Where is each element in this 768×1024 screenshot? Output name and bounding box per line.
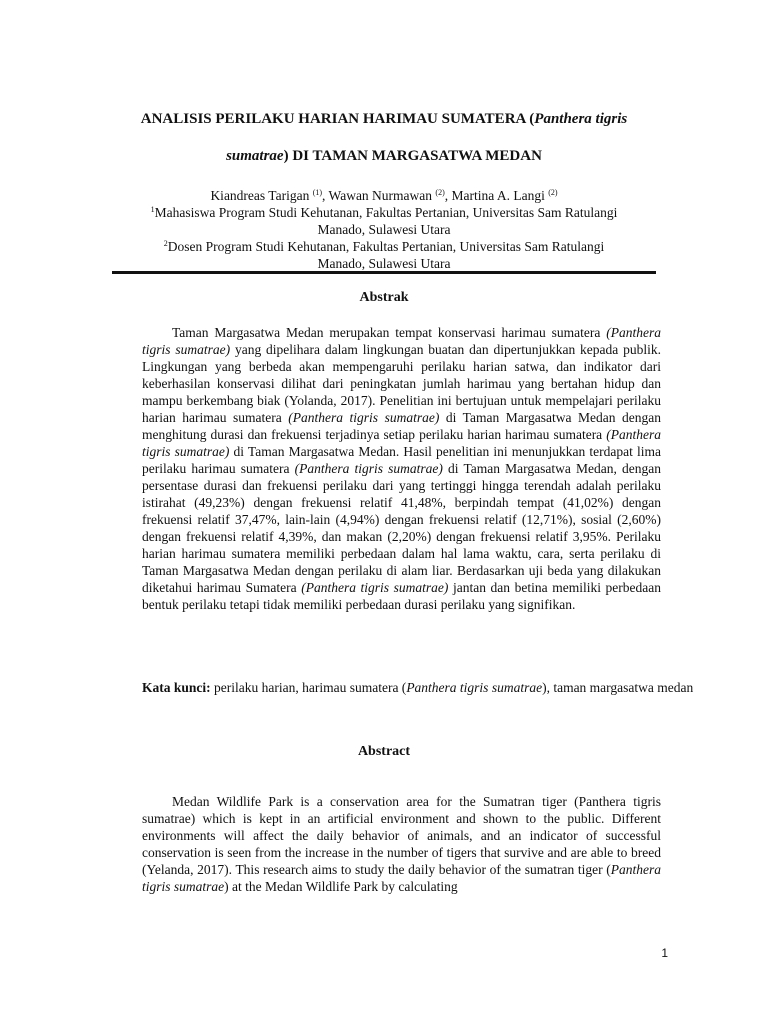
title-species-italic-2: sumatrae <box>226 148 284 164</box>
paper-title-line-2: sumatrae) DI TAMAN MARGASATWA MEDAN <box>226 148 542 164</box>
abstrak-heading: Abstrak <box>359 290 409 305</box>
paper-title-line-1: ANALISIS PERILAKU HARIAN HARIMAU SUMATERA (Panthera tigris <box>140 111 628 127</box>
keywords-label: Kata kunci: <box>142 680 211 695</box>
author-names: Kiandreas Tarigan $^{(1)}$, Wawan Nurmawan $^{(2)}$, Martina A. Langi $^{(2)}$ <box>210 188 558 203</box>
author-block <box>112 187 656 272</box>
keywords: Kata kunci: perilaku harian, harimau sumatera (Panthera tigris sumatrae), taman margasatwa medan <box>142 680 694 695</box>
page-number: 1 <box>661 946 668 960</box>
abstract-body: Medan Wildlife Park is a conservation area for the Sumatran tiger (Panthera tigris sumatrae) which is kept in an artificial environment and shown to the public. Different environments will affect the daily behavior of animals, and an indicator of successful conservation is seen from the increase in the number of tigers that survive and are able to breed (Yelanda, 2017). This research aims to study the daily behavior of the sumatran tiger (Panthera tigris sumatrae) at the Medan Wildlife Park by calculating <box>142 794 661 894</box>
affiliation-2-location: Manado, Sulawesi Utara <box>317 256 451 271</box>
affiliation-1-location: Manado, Sulawesi Utara <box>317 222 451 237</box>
affiliation-1: $^1$Mahasiswa Program Studi Kehutanan, Fakultas Pertanian, Universitas Sam Ratulangi <box>150 205 618 220</box>
header-divider <box>112 271 656 274</box>
title-species-italic: Panthera tigris <box>534 111 628 127</box>
abstrak-body: Taman Margasatwa Medan merupakan tempat konservasi harimau sumatera (Panthera tigris sumatrae) yang dipelihara dalam lingkungan buatan dan dipertunjukkan kepada publik. Lingkungan yang berbeda akan mempengaruhi perilaku harian satwa, dan indikator dari keberhasilan konservasi dilihat dari peningkatan jumlah harimau yang bertahan hidup dan mampu berkembang biak (Yolanda, 2017). Penelitian ini bertujuan untuk mempelajari perilaku harian harimau sumatera (Panthera tigris sumatrae) di Taman Margasatwa Medan dengan menghitung durasi dan frekuensi terjadinya setiap perilaku harian harimau sumatera (Panthera tigris sumatrae) di Taman Margasatwa Medan. Hasil penelitian ini menunjukkan terdapat lima perilaku harimau sumatera (Panthera tigris sumatrae) di Taman Margasatwa Medan, dengan persentase durasi dan frekuensi perilaku dari yang tertinggi hingga terendah adalah perilaku istirahat (49,23%) dengan frekuensi relatif 41,48%, berpindah tempat (41,02%) dengan frekuensi relatif 37,47%, lain-lain (4,94%) dengan frekuensi relatif (12,71%), sosial (2,60%) dengan frekuensi relatif 4,39%, dan makan (2,20%) dengan frekuensi relatif 3,95%. Perilaku harian harimau sumatera memiliki perbedaan dalam hal lama waktu, cara, serta perilaku di Taman Margasatwa Medan dengan perilaku di alam liar. Berdasarkan uji beda yang dilakukan diketahui harimau Sumatera (Panthera tigris sumatrae) jantan dan betina memiliki perbedaan bentuk perilaku tetapi tidak memiliki perbedaan durasi perilaku yang signifikan. <box>142 325 661 612</box>
abstract-heading: Abstract <box>357 744 411 759</box>
affiliation-2: $^2$Dosen Program Studi Kehutanan, Fakultas Pertanian, Universitas Sam Ratulangi <box>163 239 605 254</box>
